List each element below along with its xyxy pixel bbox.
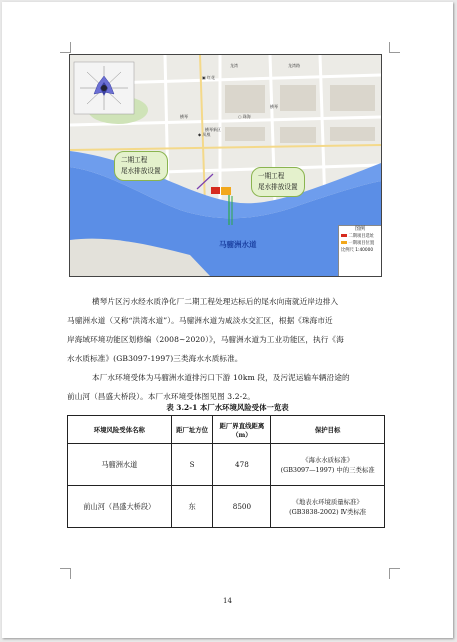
phase1-callout-line2: 尾水排放设置	[258, 183, 298, 191]
svg-text:龙湾路: 龙湾路	[288, 63, 300, 68]
target-line1: 《海水水质标准》	[302, 455, 354, 464]
cell-receptor-name: 马骝洲水道	[68, 444, 172, 486]
svg-text:○ 珠海: ○ 珠海	[238, 114, 251, 119]
phase1-outfall-callout	[251, 167, 305, 197]
risk-receptor-table	[67, 415, 385, 528]
red-square-icon	[341, 234, 347, 237]
document-page	[2, 2, 453, 638]
svg-text:横琴新区: 横琴新区	[205, 127, 221, 132]
table-row	[68, 486, 385, 528]
table-caption: 表 3.2-1 本厂水环境风险受体一览表	[166, 403, 289, 412]
table-row	[68, 444, 385, 486]
paragraph-1-line-2: 马骝洲水道（又称“洪湾水道”）。马骝洲水道为咸淡水交汇区，根据《珠海市近	[67, 316, 333, 325]
table-header-row	[68, 416, 385, 444]
crop-mark-bottom-left	[60, 568, 71, 579]
crop-mark-top-right	[389, 42, 400, 53]
cell-distance: 8500	[213, 486, 271, 528]
legend-item-phase2	[339, 233, 381, 240]
target-line2: (GB3838-2002) Ⅳ类标准	[289, 507, 367, 516]
phase2-callout-line1: 二期工程	[121, 156, 148, 164]
page-number: 14	[223, 597, 232, 605]
legend-scale: 比例尺 1:40000	[341, 248, 374, 253]
header-receptor-name: 环境风险受体名称	[68, 416, 172, 444]
site-map-figure	[69, 54, 382, 277]
phase2-outfall-callout	[114, 151, 168, 181]
paragraph-2-line-1: 本厂水环境受体为马骝洲水道排污口下游 10km 段，及污泥运输车辆沿途的	[92, 373, 350, 382]
target-line2: (GB3097—1997) 中的三类标准	[280, 465, 375, 474]
paragraph-2-line-2: 前山河（昌盛大桥段）。本厂水环境受体图见图 3.2-2。	[67, 392, 255, 401]
crop-mark-bottom-right	[389, 568, 400, 579]
legend-phase2-label: 二期项目选址	[348, 234, 375, 239]
paragraph-1-line-1: 横琴片区污水经水质净化厂二期工程处理达标后的尾水向南就近岸边排入	[92, 297, 339, 306]
cell-direction: 东	[171, 486, 213, 528]
svg-text:龙湾: 龙湾	[230, 63, 238, 68]
header-distance: 距厂界直线距离（m）	[213, 416, 271, 444]
phase2-callout-line2: 尾水排放设置	[121, 167, 161, 175]
svg-text:◆ 凤凰: ◆ 凤凰	[198, 132, 211, 137]
svg-text:横琴: 横琴	[270, 104, 278, 109]
orange-square-icon	[341, 241, 347, 244]
header-protection-target: 保护目标	[271, 416, 385, 444]
legend-phase1-label: 一期项目位置	[348, 241, 375, 246]
phase1-callout-line1: 一期工程	[258, 172, 285, 180]
cell-direction: S	[171, 444, 213, 486]
svg-text:▣ 红花: ▣ 红花	[202, 75, 216, 80]
target-line1: 《地表水环境质量标准》	[292, 497, 363, 506]
crop-mark-top-left	[60, 42, 71, 53]
svg-text:横琴: 横琴	[180, 114, 188, 119]
map-legend	[338, 225, 382, 277]
cell-protection-target	[271, 444, 385, 486]
header-direction: 距厂址方位	[171, 416, 213, 444]
paragraph-1-line-3: 岸海域环境功能区划修编（2008~2020）》，马骝洲水道为工业功能区，执行《海	[67, 335, 344, 344]
legend-title: 图例	[354, 226, 365, 232]
waterway-label: 马骝洲水道	[219, 240, 257, 249]
cell-receptor-name: 前山河（昌盛大桥段）	[68, 486, 172, 528]
paragraph-1-line-4: 水水质标准》(GB3097-1997)三类海水水质标准。	[67, 354, 243, 363]
cell-protection-target	[271, 486, 385, 528]
legend-item-phase1	[339, 240, 381, 247]
cell-distance: 478	[213, 444, 271, 486]
